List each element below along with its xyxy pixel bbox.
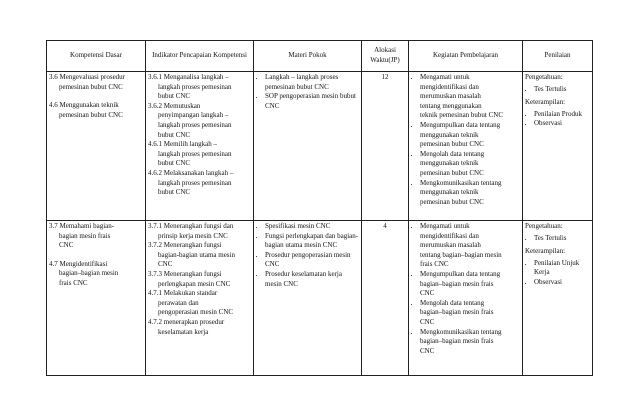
kegiatan-line: • Mengolah data tentang bbox=[420, 149, 485, 158]
indikator-item bbox=[148, 318, 251, 337]
indikator-item bbox=[148, 102, 251, 140]
kegiatan-line: • Mengolah data tentang bbox=[420, 298, 485, 307]
indikator-line: 4.6.2 Melaksanakan langkah – bbox=[148, 168, 234, 177]
kegiatan-item bbox=[420, 73, 520, 121]
kegiatan-line: tentang menggunakan bbox=[420, 101, 482, 110]
header-kompetensi-dasar: Kompetensi Dasar bbox=[47, 41, 146, 72]
kegiatan-item bbox=[420, 179, 520, 208]
materi-item: • Spesifikasi mesin CNC bbox=[265, 222, 359, 232]
kegiatan-line: pemesinan bubut CNC bbox=[420, 140, 484, 149]
indikator-line: langkah proses pemesinan bbox=[158, 178, 232, 187]
kd-line: 4.6 Menggunakan teknik bbox=[49, 101, 119, 110]
kegiatan-line: • Mengkomunikasikan tentang bbox=[420, 178, 502, 187]
indikator-line: 3.6.2 Memutuskan bbox=[148, 101, 201, 110]
kegiatan-line: teknik pemesinan bubut CNC bbox=[420, 111, 504, 120]
indikator-line: bubut CNC bbox=[158, 188, 191, 197]
indikator-line: CNC bbox=[158, 260, 173, 269]
header-kegiatan-pembelajaran: Kegiatan Pembelajaran bbox=[409, 41, 523, 72]
indikator-item bbox=[148, 222, 251, 241]
kegiatan-line: pemesinan bubut CNC bbox=[420, 168, 484, 177]
cell-kompetensi-dasar bbox=[47, 72, 146, 221]
cell-indikator bbox=[146, 221, 254, 376]
table-row bbox=[47, 72, 593, 221]
cell-kompetensi-dasar bbox=[47, 221, 146, 376]
kegiatan-line: merumuskan masalah bbox=[420, 241, 481, 250]
kegiatan-item bbox=[420, 270, 520, 299]
materi-item: • Langkah – langkah proses pemesinan bubut CNC bbox=[265, 73, 359, 92]
kegiatan-line: menggunakan teknik bbox=[420, 159, 479, 168]
indikator-item bbox=[148, 169, 251, 198]
kegiatan-line: menggunakan teknik bbox=[420, 130, 479, 139]
syllabus-page bbox=[46, 40, 592, 376]
kegiatan-line: • Mengamati untuk bbox=[420, 222, 470, 230]
cell-penilaian bbox=[523, 72, 593, 221]
indikator-line: langkah proses pemesinan bbox=[158, 149, 232, 158]
indikator-line: langkah proses pemesinan bbox=[158, 82, 232, 91]
indikator-line: prinsip kerja mesin CNC bbox=[158, 231, 228, 240]
kegiatan-item bbox=[420, 328, 520, 357]
indikator-item bbox=[148, 289, 251, 318]
indikator-line: perlengkapan mesin CNC bbox=[158, 279, 231, 288]
kegiatan-line: CNC bbox=[420, 317, 435, 326]
kd-line: 3.6 Mengevaluasi prosedur bbox=[49, 73, 126, 81]
indikator-line: 4.6.1 Memilih langkah – bbox=[148, 140, 218, 149]
kd-line: frais CNC bbox=[59, 278, 88, 287]
indikator-line: 4.7.1 Melakukan standar bbox=[148, 289, 218, 298]
kegiatan-line: bagian–bagian mesin frais bbox=[420, 308, 494, 317]
penilaian-list bbox=[525, 234, 590, 244]
indikator-item bbox=[148, 241, 251, 270]
indikator-line: 3.7.2 Menerangkan fungsi bbox=[148, 241, 222, 250]
penilaian-list bbox=[525, 259, 590, 288]
kegiatan-line: bagian–bagian mesin frais bbox=[420, 337, 494, 346]
kd-item bbox=[49, 101, 143, 120]
penilaian-label: Pengetahuan: bbox=[525, 222, 563, 230]
indikator-item bbox=[148, 270, 251, 289]
penilaian-item: • Observasi bbox=[534, 119, 590, 129]
kd-line: CNC bbox=[59, 241, 74, 250]
indikator-item bbox=[148, 140, 251, 169]
kd-line: pemesinan bubut CNC bbox=[59, 110, 123, 119]
indikator-line: penyimpangan langkah – bbox=[158, 111, 229, 120]
penilaian-list bbox=[525, 85, 590, 95]
kegiatan-line: frais CNC bbox=[420, 260, 449, 269]
cell-materi-pokok bbox=[254, 72, 362, 221]
kd-line: bagian–bagian mesin bbox=[59, 269, 119, 278]
kegiatan-line: • Mengkomunikasikan tentang bbox=[420, 327, 502, 336]
penilaian-label: Pengetahuan: bbox=[525, 73, 563, 81]
header-materi-pokok: Materi Pokok bbox=[254, 41, 362, 72]
kegiatan-line: CNC bbox=[420, 346, 435, 355]
indikator-line: perawatan dan bbox=[158, 298, 199, 307]
materi-item: • Prosedur pengoperasian mesin CNC bbox=[265, 251, 359, 270]
cell-kegiatan bbox=[409, 221, 523, 376]
indikator-line: bubut CNC bbox=[158, 130, 191, 139]
indikator-item bbox=[148, 73, 251, 102]
kegiatan-line: • Mengumpulkan data tentang bbox=[420, 269, 501, 278]
penilaian-item: • Penilaian Produk bbox=[534, 110, 590, 120]
materi-list bbox=[256, 73, 359, 111]
kd-line: pemesinan bubut CNC bbox=[59, 82, 123, 91]
kegiatan-line: bagian–bagian mesin frais bbox=[420, 279, 494, 288]
materi-item: • Prosedur keselamatan kerja mesin CNC bbox=[265, 270, 359, 289]
kegiatan-item bbox=[420, 121, 520, 150]
penilaian-list bbox=[525, 110, 590, 129]
penilaian-item: • Tes Tertulis bbox=[534, 234, 590, 244]
cell-kegiatan bbox=[409, 72, 523, 221]
header-penilaian: Penilaian bbox=[523, 41, 593, 72]
kegiatan-line: merumuskan masalah bbox=[420, 92, 481, 101]
kegiatan-item bbox=[420, 299, 520, 328]
indikator-line: pengoperasian mesin CNC bbox=[158, 308, 234, 317]
kd-line: 3.7 Memahami bagian- bbox=[49, 222, 115, 230]
kegiatan-item bbox=[420, 222, 520, 270]
cell-indikator bbox=[146, 72, 254, 221]
cell-materi-pokok bbox=[254, 221, 362, 376]
materi-item: • SOP pengoperasian mesin bubut CNC bbox=[265, 92, 359, 111]
header-indikator: Indikator Pencapaian Kompetensi bbox=[146, 41, 254, 72]
table-header-row bbox=[47, 41, 593, 72]
kd-item bbox=[49, 260, 143, 289]
kegiatan-line: menggunakan teknik bbox=[420, 188, 479, 197]
kegiatan-line: tentang bagian–bagian mesin bbox=[420, 250, 502, 259]
indikator-line: 4.7.2 menerapkan prosedur bbox=[148, 317, 225, 326]
kd-item bbox=[49, 73, 143, 92]
cell-alokasi-waktu: 12 bbox=[362, 72, 409, 221]
penilaian-item: • Tes Tertulis bbox=[534, 85, 590, 95]
kegiatan-line: • Mengumpulkan data tentang bbox=[420, 120, 501, 129]
indikator-line: langkah proses pemesinan bbox=[158, 120, 232, 129]
kegiatan-line: CNC bbox=[420, 289, 435, 298]
indikator-line: keselamatan kerja bbox=[158, 327, 209, 336]
kd-line: bagian mesin frais bbox=[59, 231, 111, 240]
indikator-line: bagian-bagian utama mesin bbox=[158, 250, 235, 259]
kegiatan-list bbox=[411, 73, 520, 207]
penilaian-label: Keterampilan: bbox=[525, 98, 566, 107]
header-alokasi-waktu: Alokasi Waktu(JP) bbox=[362, 41, 409, 72]
kd-line: 4.7 Mengidentifikasi bbox=[49, 259, 108, 268]
indikator-line: 3.7.1 Menerangkan fungsi dan bbox=[148, 222, 234, 230]
materi-list bbox=[256, 222, 359, 289]
kegiatan-line: mengidentifikasi dan bbox=[420, 82, 479, 91]
materi-item: • Fungsi perlengkapan dan bagian-bagian utama mesin CNC bbox=[265, 232, 359, 251]
cell-penilaian bbox=[523, 221, 593, 376]
syllabus-table bbox=[46, 40, 593, 376]
table-row bbox=[47, 221, 593, 376]
indikator-line: bubut CNC bbox=[158, 92, 191, 101]
kegiatan-line: pemesinan bubut CNC bbox=[420, 197, 484, 206]
cell-alokasi-waktu: 4 bbox=[362, 221, 409, 376]
kegiatan-line: • Mengamati untuk bbox=[420, 73, 470, 81]
indikator-line: 3.7.3 Menerangkan fungsi bbox=[148, 269, 222, 278]
kegiatan-list bbox=[411, 222, 520, 356]
penilaian-label: Keterampilan: bbox=[525, 247, 566, 256]
penilaian-item: • Observasi bbox=[534, 278, 590, 288]
indikator-line: 3.6.1 Menganalisa langkah – bbox=[148, 73, 229, 81]
kegiatan-line: mengidentifikasi dan bbox=[420, 231, 479, 240]
kd-item bbox=[49, 222, 143, 251]
indikator-line: bubut CNC bbox=[158, 159, 191, 168]
kegiatan-item bbox=[420, 150, 520, 179]
penilaian-item: • Penilaian Unjuk Kerja bbox=[534, 259, 590, 278]
